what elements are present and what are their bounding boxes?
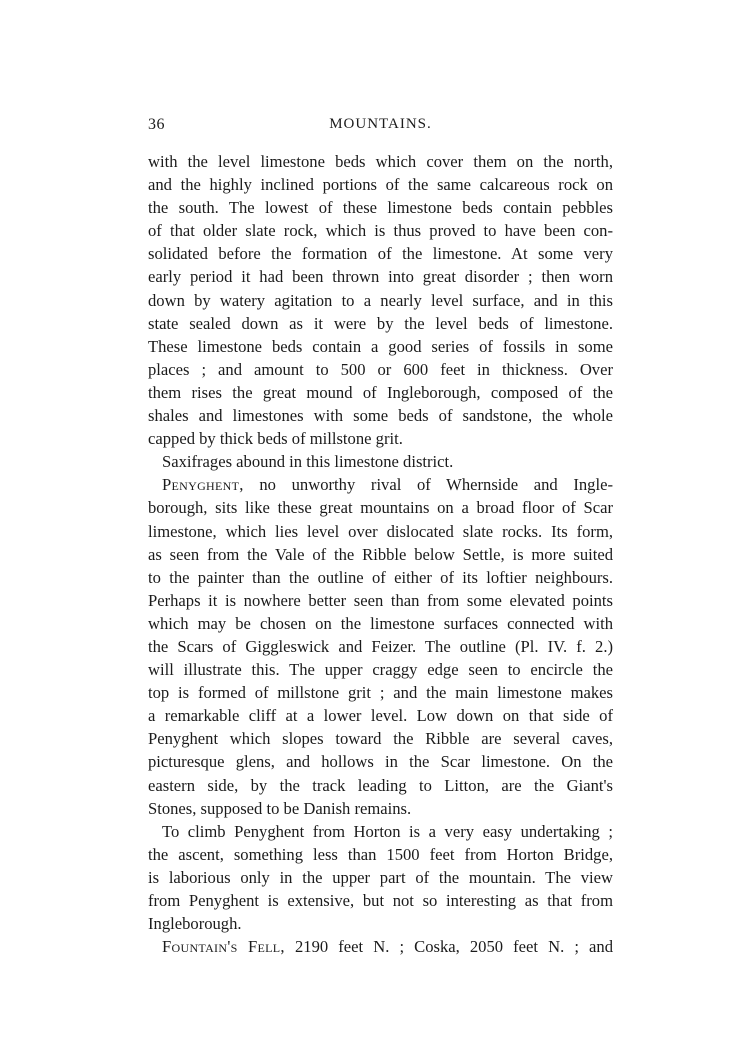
running-head [148,116,613,138]
text-line: These limestone beds contain a good series of fossils in some [148,336,613,356]
text-line: down by watery agitation to a nearly level surface, and in this [148,290,613,310]
fountains-fell-heading: Fountain's Fell, [162,937,285,957]
body-text [148,150,613,958]
paragraph-penyghent-first-line [148,473,613,496]
text-line: to the painter than the outline of either of its loftier neighbours. [148,567,613,587]
text-line: state sealed down as it were by the level beds of limestone. [148,313,613,333]
text-line: borough, sits like these great mountains on a broad floor of Scar [148,498,613,518]
text-line: will illustrate this. The upper craggy edge seen to encircle the [148,660,613,680]
text-line: limestone, which lies level over dislocated slate rocks. Its form, [148,521,613,541]
text-line: solidated before the formation of the limestone. At some very [148,244,613,264]
text-line: and the highly inclined portions of the same calcareous rock on [148,175,613,195]
text-line: top is formed of millstone grit ; and the main limestone makes [148,683,613,703]
penyghent-heading: Penyghent, [162,475,244,495]
text-line: picturesque glens, and hollows in the Scar limestone. On the [148,752,613,772]
text-line: is laborious only in the upper part of the mountain. The view [148,867,613,887]
text-line: shales and limestones with some beds of sandstone, the whole [148,406,613,426]
text-line: Ingleborough. [148,914,242,934]
page-number: 36 [148,116,165,133]
text-line: To climb Penyghent from Horton is a very easy undertaking ; [162,821,613,841]
text-line: of that older slate rock, which is thus proved to have been con- [148,221,613,241]
text-line: places ; and amount to 500 or 600 feet in thickness. Over [148,359,613,379]
text-line: the south. The lowest of these limestone beds contain pebbles [148,198,613,218]
text-line: Perhaps it is nowhere better seen than from some elevated points [148,590,613,610]
text-line: eastern side, by the track leading to Litton, are the Giant's [148,775,613,795]
text-line: 2190 feet N. ; Coska, 2050 feet N. ; and [294,937,614,957]
text-line: them rises the great mound of Ingleborough, composed of the [148,382,613,402]
text-line: which may be chosen on the limestone surfaces connected with [148,613,613,633]
text-line: a remarkable cliff at a lower level. Low down on that side of [148,706,613,726]
text-line: the Scars of Giggleswick and Feizer. The outline (Pl. IV. f. 2.) [148,636,613,656]
text-line: Stones, supposed to be Danish remains. [148,798,412,818]
text-line: capped by thick beds of millstone grit. [148,429,403,449]
paragraph-fountains-fell-first-line [148,935,613,958]
text-line: with the level limestone beds which cover them on the north, [148,152,613,171]
text-line: no unworthy rival of Whernside and Ingle- [259,475,613,495]
text-line: as seen from the Vale of the Ribble below Settle, is more suited [148,544,613,564]
text-line: early period it had been thrown into great disorder ; then worn [148,267,613,287]
text-line: Saxifrages abound in this limestone district. [162,452,454,472]
text-line: the ascent, something less than 1500 feet from Horton Bridge, [148,844,613,864]
text-line: from Penyghent is extensive, but not so interesting as that from [148,891,613,910]
running-title: MOUNTAINS. [329,116,432,132]
text-line: Penyghent which slopes toward the Ribble are several caves, [148,729,613,749]
